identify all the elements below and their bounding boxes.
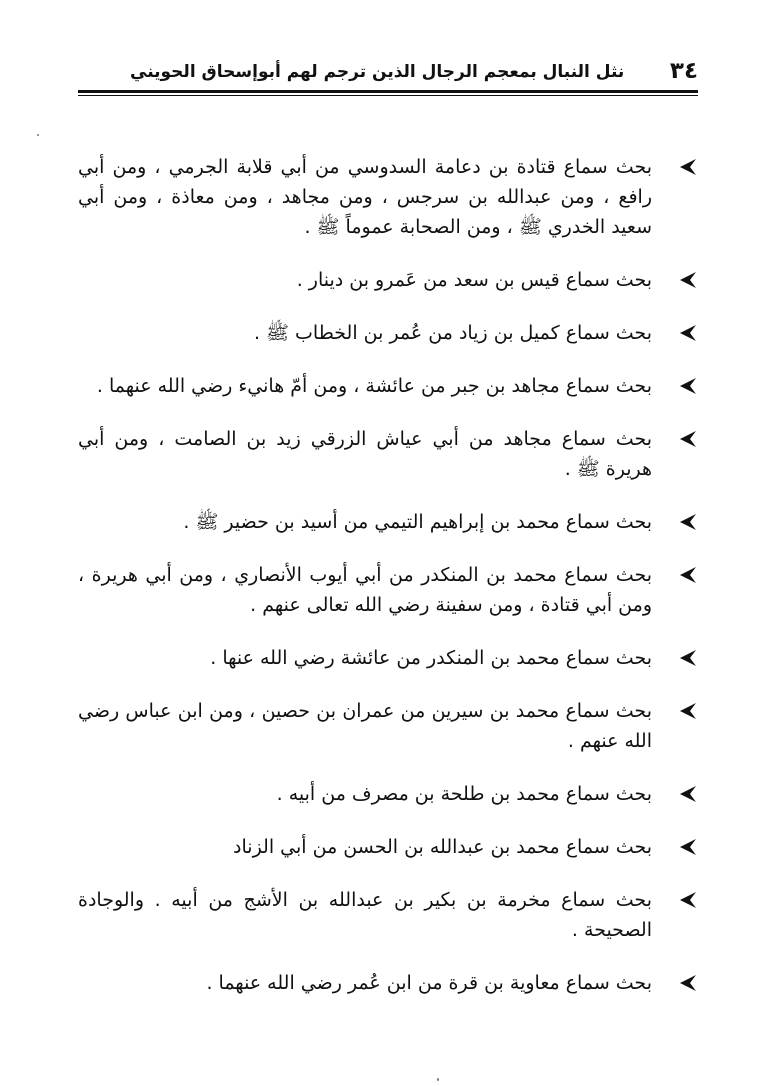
arrowhead-bullet-icon [678, 837, 698, 857]
arrowhead-bullet-icon [678, 784, 698, 804]
arrowhead-bullet-icon [678, 973, 698, 993]
arrowhead-bullet-icon [678, 890, 698, 910]
entry-text: بحث سماع قتادة بن دعامة السدوسي من أبي قلابة الجرمي ، ومن أبي رافع ، ومن عبدالله بن سرجس ، ومن مجاهد ، ومن معاذة ، ومن أبي سعيد الخدري ﷺ ، ومن الصحابة عموماً ﷺ . [78, 156, 652, 238]
arrowhead-bullet-icon [678, 376, 698, 396]
entry-text: بحث سماع محمد بن المنكدر من عائشة رضي الله عنها . [210, 647, 652, 669]
entry-text: بحث سماع محمد بن طلحة بن مصرف من أبيه . [276, 783, 652, 805]
arrowhead-bullet-icon [678, 512, 698, 532]
entry-list [78, 152, 698, 1021]
list-item [78, 424, 698, 484]
list-item [78, 152, 698, 242]
list-item [78, 265, 698, 295]
arrowhead-bullet-icon [678, 701, 698, 721]
list-item [78, 696, 698, 756]
page-number: ٣٤ [669, 58, 698, 84]
entry-text: بحث سماع محمد بن المنكدر من أبي أيوب الأنصاري ، ومن أبي هريرة ، ومن أبي قتادة ، ومن سفينة رضي الله تعالى عنهم . [78, 564, 652, 616]
entry-text: بحث سماع محمد بن إبراهيم التيمي من أسيد بن حضير ﷺ . [183, 511, 652, 533]
entry-text: بحث سماع مخرمة بن بكير بن عبدالله بن الأشج من أبيه . والوجادة الصحيحة . [78, 889, 652, 941]
arrowhead-bullet-icon [678, 270, 698, 290]
entry-text: بحث سماع مجاهد من أبي عياش الزرقي زيد بن الصامت ، ومن أبي هريرة ﷺ . [78, 428, 652, 480]
header-rule-thick [78, 90, 698, 93]
entry-text: بحث سماع محمد بن سيرين من عمران بن حصين ، ومن ابن عباس رضي الله عنهم . [78, 700, 652, 752]
list-item [78, 968, 698, 998]
list-item [78, 371, 698, 401]
list-item [78, 318, 698, 348]
list-item [78, 643, 698, 673]
scan-speck [37, 134, 39, 136]
page-header [78, 52, 698, 90]
arrowhead-bullet-icon [678, 323, 698, 343]
arrowhead-bullet-icon [678, 157, 698, 177]
arrowhead-bullet-icon [678, 648, 698, 668]
scan-speck [437, 1078, 439, 1081]
list-item [78, 560, 698, 620]
entry-text: بحث سماع محمد بن عبدالله بن الحسن من أبي الزناد [233, 836, 652, 858]
entry-text: بحث سماع مجاهد بن جبر من عائشة ، ومن أمّ هانيء رضي الله عنهما . [96, 375, 652, 397]
list-item [78, 832, 698, 862]
list-item [78, 779, 698, 809]
arrowhead-bullet-icon [678, 429, 698, 449]
entry-text: بحث سماع معاوية بن قرة من ابن عُمر رضي الله عنهما . [206, 972, 652, 994]
list-item [78, 507, 698, 537]
arrowhead-bullet-icon [678, 565, 698, 585]
entry-text: بحث سماع قيس بن سعد من عَمرو بن دينار . [296, 269, 652, 291]
entry-text: بحث سماع كميل بن زياد من عُمر بن الخطاب ﷺ . [253, 322, 652, 344]
header-rule-thin [78, 95, 698, 96]
list-item [78, 885, 698, 945]
running-title: نثل النبال بمعجم الرجال الذين ترجم لهم أبوإسحاق الحويني [130, 62, 625, 82]
